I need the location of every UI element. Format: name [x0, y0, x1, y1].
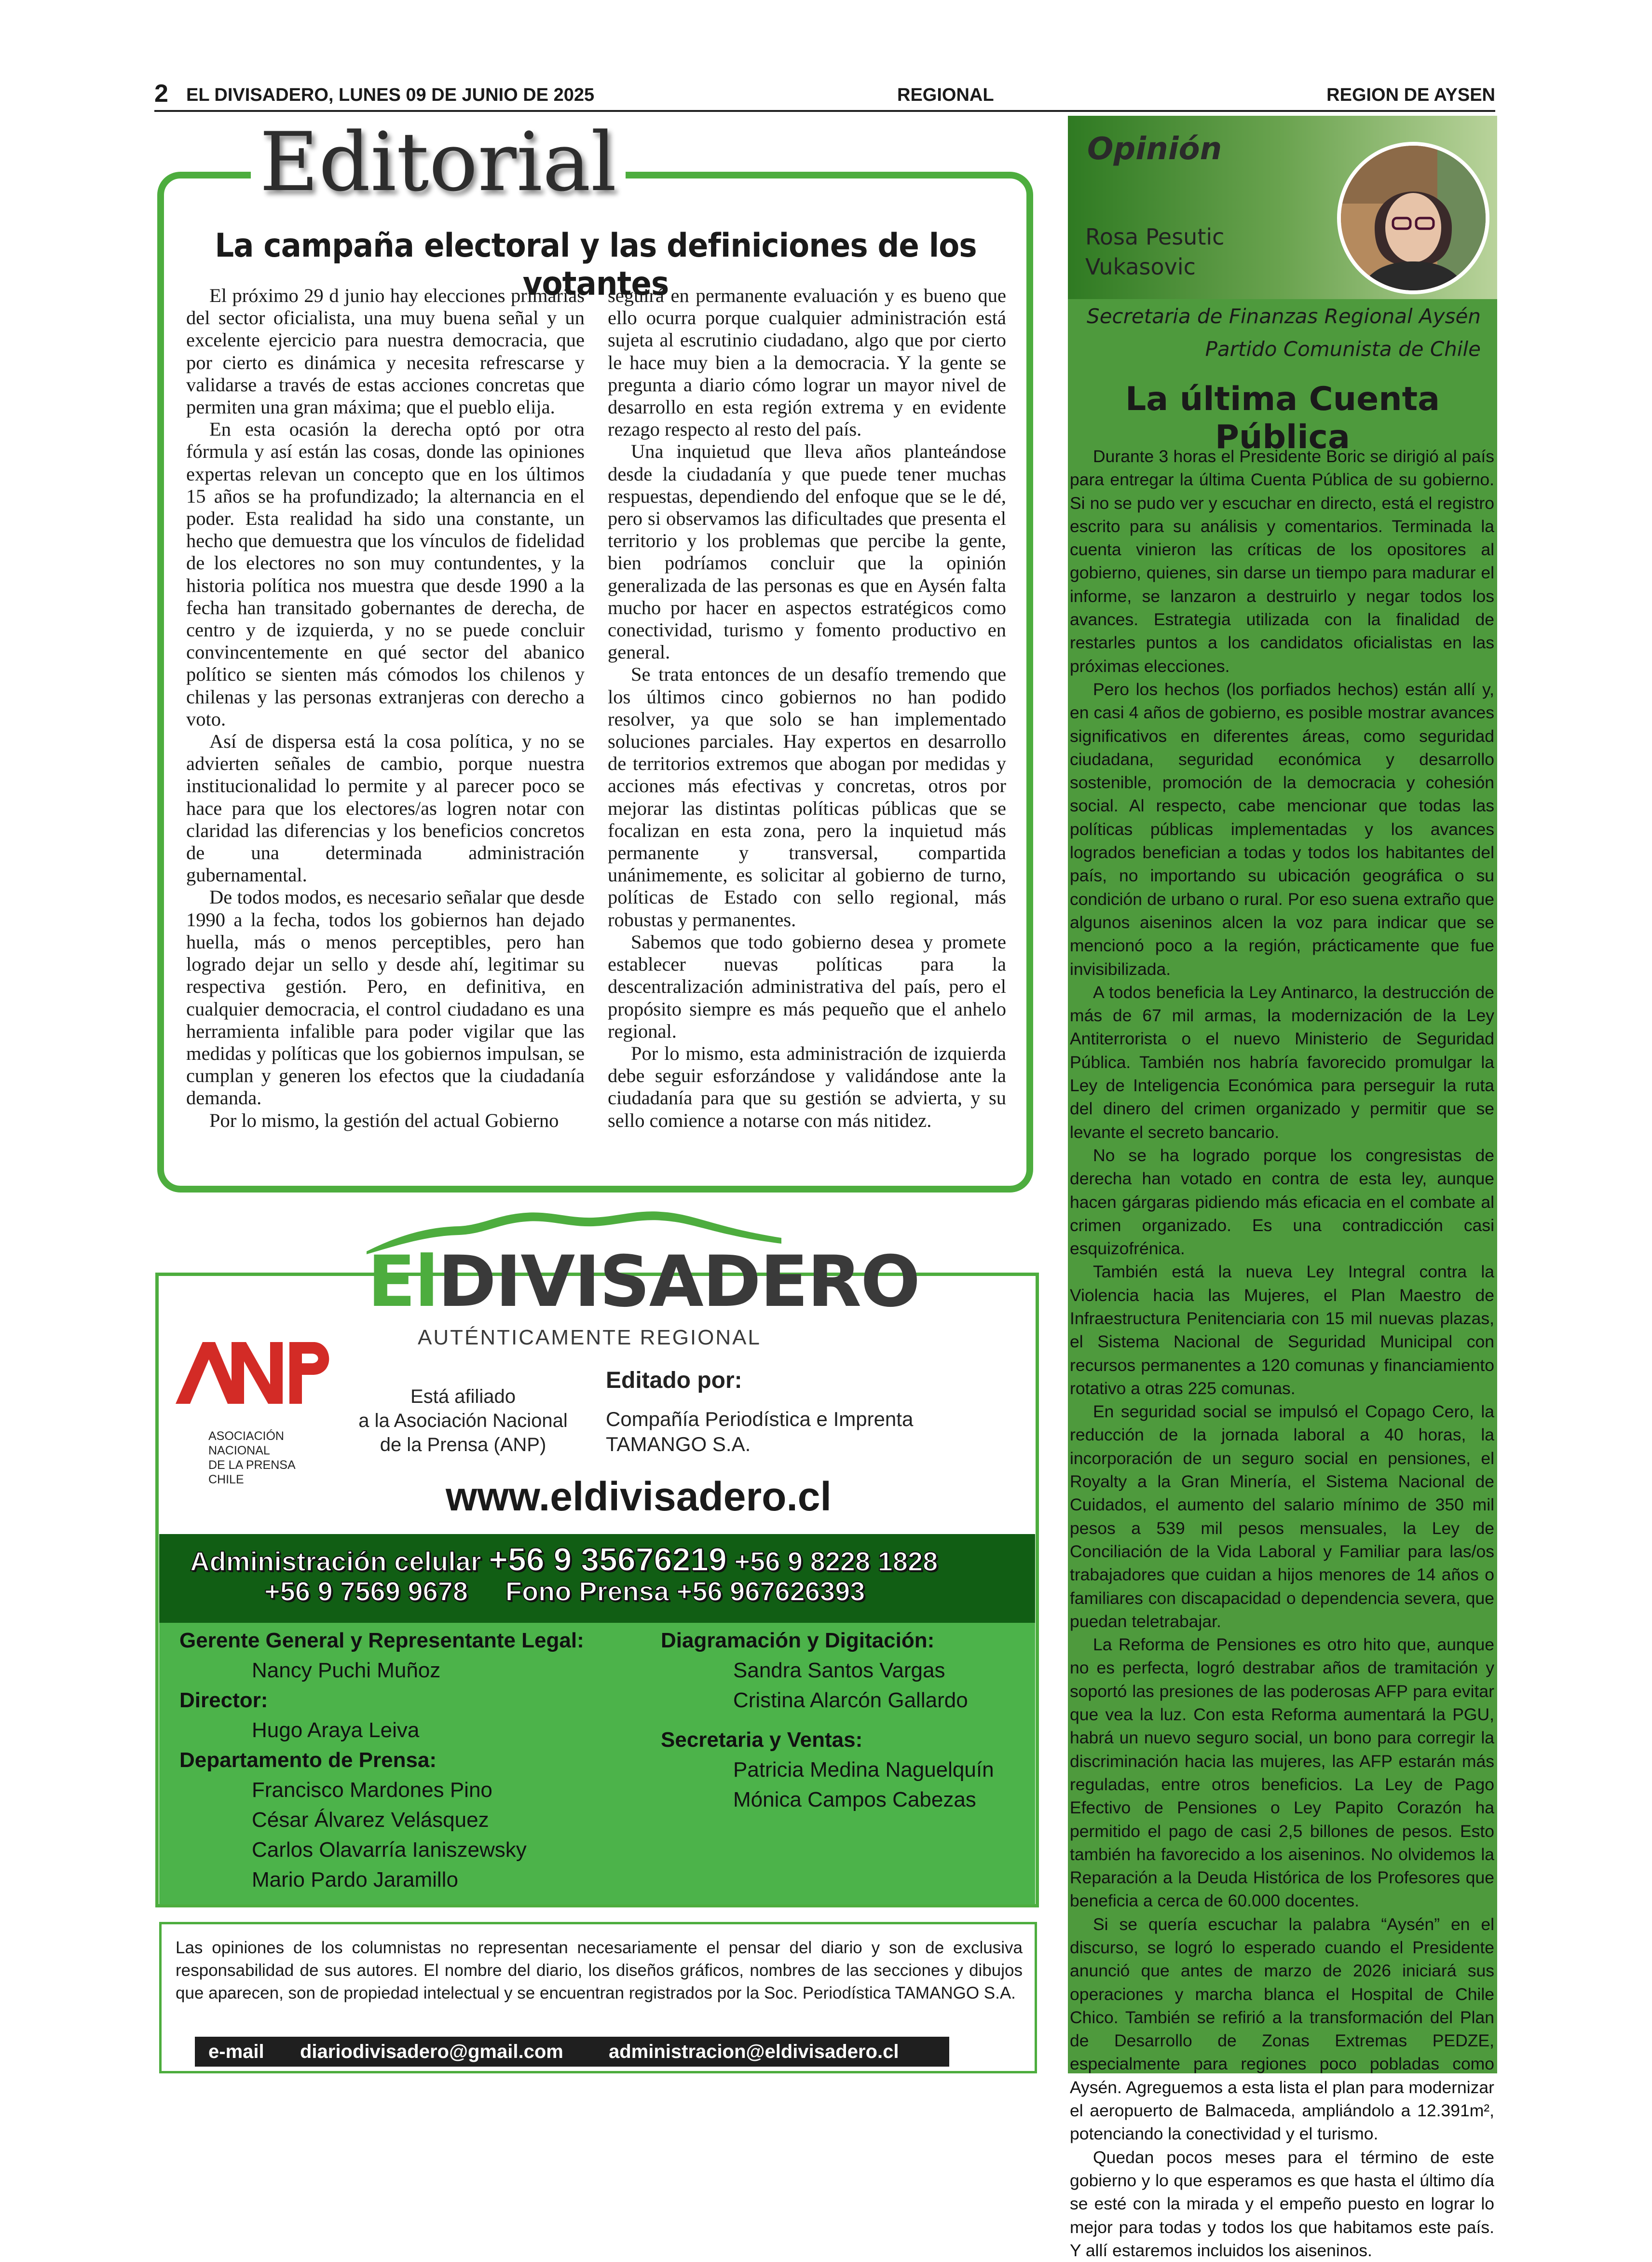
phone-number: +56 9 7569 9678 — [264, 1576, 468, 1606]
staff-name: Hugo Araya Leiva — [252, 1718, 420, 1742]
opinion-paragraph: Pero los hechos (los porfiados hechos) están allí y, en casi 4 años de gobierno, es posible mostrar avances significativos en diferentes áreas, como seguridad ciudadana, seguridad económica y desarrollo sostenible, promoción de la democracia y cohesión social. Al respecto, cabe mencionar que todas las políticas públicas implementadas y los avances logrados benefician a todas y todos los habitantes del país, no importando su ubicación geográfica o su condición de urbano o rural. Por eso suena extraño que algunos aiseninos alcen la voz para indicar que se mencionó poco a la región, prácticamente que fue invisibilizada. — [1070, 679, 1494, 979]
logo-tagline: AUTÉNTICAMENTE REGIONAL — [418, 1326, 761, 1349]
section-name: REGIONAL — [897, 85, 994, 105]
opinion-author — [1085, 222, 1224, 282]
staff-name: Francisco Mardones Pino — [252, 1778, 492, 1802]
press-phone-label: Fono Prensa — [505, 1576, 669, 1606]
opinion-label: Opinión — [1087, 131, 1222, 167]
anp-caption-line: NACIONAL — [208, 1444, 270, 1457]
staff-role: Director: — [179, 1688, 268, 1712]
phone-line-2 — [264, 1576, 865, 1607]
admin-phone-main: +56 9 35676219 — [489, 1541, 727, 1578]
editorial-paragraph: En esta ocasión la derecha optó por otra fórmula y así están las cosas, donde las opiniones expertas relevan un concepto que en los últimos 15 años se ha profundizado; la alternancia en el poder. Esta realidad ha sido una constante, un hecho que demuestra que los vínculos de fidelidad de los electores no son muy contundentes, y la historia política nos muestra que desde 1990 a la fecha han transitado gobernantes de derecha, de centro y de izquierda, y no se puede concluir convincentemente en qué sector del abanico político se sienten más cómodos los chilenos y chilenas y las personas extranjeras con derecho a voto. — [186, 418, 585, 730]
staff-right — [661, 1626, 994, 1815]
admin-phone-alt: +56 9 8228 1828 — [734, 1546, 938, 1577]
press-phone-number: +56 967626393 — [676, 1576, 865, 1606]
email-link-1[interactable]: diariodivisadero@gmail.com — [300, 2041, 563, 2062]
disclaimer-text: Las opiniones de los columnistas no representan necesariamente el pensar del diario y son de exclusiva responsabilidad de sus autores. El nombre del diario, los diseños gráficos, nombres de las secciones y dibujos que aparecen, son de propiedad intelectual y se encuentran registrados por la Soc. Periodística TAMANGO S.A. — [176, 1938, 1023, 2002]
opinion-paragraph: La Reforma de Pensiones es otro hito que, aunque no es perfecta, logró destrabar años de tramitación y soportó las presiones de las poderosas AFP para evitar que vea la luz. Con esta Reforma aumentará la PGU, habrá un nuevo seguro social, un bono para corregir la discriminación hacia las mujeres, las AFP estarán más reguladas, entre otros beneficios. La Ley de Pago Efectivo de Pensiones o Ley Papito Corazón ha permitido el pago de casi 2,5 billones de pesos. Esto también ha favorecido a los aiseninos. No olvidemos la Reparación a la Deuda Histórica de los Profesores que beneficia a cerca de 60.000 docentes. — [1070, 1635, 1494, 1911]
newspaper-logo — [368, 1241, 920, 1323]
author-line: Rosa Pesutic — [1085, 224, 1225, 250]
publisher-line: Compañía Periodística e Imprenta — [606, 1408, 914, 1430]
staff-name: Cristina Alarcón Gallardo — [733, 1688, 968, 1712]
staff-role: Gerente General y Representante Legal: — [179, 1629, 584, 1652]
editorial-paragraph: El próximo 29 d junio hay elecciones primarias del sector oficialista, una muy buena señal y un excelente ejercicio para nuestra democracia, que por cierto es dinámica y necesita refrescarse y validarse a través de estas acciones concretas que permiten una gran máxima; que el pueblo elija. — [186, 285, 585, 418]
editorial-label: Editorial — [251, 122, 626, 203]
editorial-paragraph: Por lo mismo, esta administración de izquierda debe seguir esforzándose y validándose ante la ciudadanía para que su gestión se advierta, y su sello comience a notarse con más nitidez. — [608, 1042, 1006, 1131]
logo-name: DIVISADERO — [437, 1241, 920, 1323]
staff-name: Patricia Medina Naguelquín — [733, 1758, 994, 1782]
role-line: Partido Comunista de Chile — [1205, 337, 1481, 361]
opinion-paragraph: Durante 3 horas el Presidente Boric se dirigió al país para entregar la última Cuenta Pública de su gobierno. Si no se pudo ver y escuchar en directo, está el registro escrito para su análisis y comentarios. Terminada la cuenta vinieron las críticas de los opositores al gobierno, quienes, sin darse un tiempo para madurar el informe, se lanzaron a destruirlo y negar todos los avances. Estrategia utilizada con la finalidad de restarles puntos a los candidatos oficialistas en las próximas elecciones. — [1070, 447, 1494, 676]
staff-name: Nancy Puchi Muñoz — [252, 1659, 441, 1682]
affiliation-note — [357, 1385, 569, 1457]
opinion-paragraph: En seguridad social se impulsó el Copago Cero, la reducción de la jornada laboral a 40 horas, la incorporación de un seguro social en pensiones, el Royalty a la Gran Minería, el Sistema Nacional de Cuidados, el aumento del salario mínimo de 350 mil pesos a 539 mil pesos mensuales, la Ley de Conciliación de la Vida Laboral y Familiar para las/os trabajadores que cuidan a hijos menores de 14 años o familiares con discapacidad o dependencia severa, que puedan teletrabajar. — [1070, 1402, 1494, 1631]
opinion-paragraph: Si se quería escuchar la palabra “Aysén” en el discurso, se logró lo esperado cuando el Presidente anunció que antes de marzo de 2026 iniciará sus operaciones y marcha blanca el Hospital de Chile Chico. También se refirió a la transformación del Plan de Desarrollo de Zonas Extremas PEDZE, especialmente para regiones poco pobladas como Aysén. Agreguemos a esta lista el plan para modernizar el aeropuerto de Balmaceda, ampliándolo a 12.391m², potenciando la conectividad y el turismo. — [1070, 1914, 1494, 2144]
page-header — [154, 80, 1495, 112]
affiliation-line: Está afiliado — [410, 1386, 516, 1407]
author-photo — [1337, 142, 1489, 294]
email-link-2[interactable]: administracion@eldivisadero.cl — [609, 2041, 899, 2062]
editorial-paragraph: Por lo mismo, la gestión del actual Gobierno — [209, 1109, 559, 1131]
author-line: Vukasovic — [1085, 254, 1196, 280]
anp-logo-icon — [174, 1336, 338, 1413]
publisher-name — [606, 1407, 913, 1457]
admin-phone-label: Administración celular — [190, 1546, 481, 1577]
editorial-paragraph: Así de dispersa está la cosa política, y no se advierten señales de cambio, porque nuestra institucionalidad lo permite y al parecer poco se hace para que los electores/as logren notar con claridad las diferencias y los beneficios concretos de una determinada administración gubernamental. — [186, 730, 585, 886]
anp-caption-line: DE LA PRENSA — [208, 1458, 296, 1472]
logo-el: El — [368, 1241, 438, 1323]
editorial-paragraph: seguirá en permanente evaluación y es bueno que ello ocurra porque cualquier administración está sujeta al escrutinio ciudadano, algo que por cierto le hace muy bien a la democracia. Y la gente se pregunta a diario cómo lograr un mayor nivel de desarrollo en esta región extrema y en evidente rezago respecto al resto del país. — [608, 285, 1006, 440]
staff-name: Sandra Santos Vargas — [733, 1659, 945, 1682]
publisher-line: TAMANGO S.A. — [606, 1433, 751, 1455]
staff-name: Mario Pardo Jaramillo — [252, 1868, 458, 1892]
edited-by-label: Editado por: — [606, 1368, 742, 1393]
editorial-paragraph: Se trata entonces de un desafío tremendo que los últimos cinco gobiernos no han podido resolver, ya que solo se han implementado soluciones parciales. Hay expertos en desarrollo de territorios extremos que abogan por medidas y acciones más efectivas y concretas, otros por mejorar las distintas políticas públicas que se focalizan en esta zona, pero la inquietud más permanente y transversal, compartida unánimemente, es solicitar al gobierno de turno, políticas de Estado con sello regional, más robustas y permanentes. — [608, 663, 1006, 931]
editorial-column-1 — [186, 285, 585, 1132]
editorial-column-2 — [608, 285, 1006, 1132]
paper-date: EL DIVISADERO, LUNES 09 DE JUNIO DE 2025 — [186, 85, 595, 105]
opinion-paragraph: También está la nueva Ley Integral contra la Violencia hacia las Mujeres, el Plan Maestro de Infraestructura Penitenciaria con 15 mil nuevas plazas, el Sistema Nacional de Seguridad Municipal con recursos permanentes a 120 comunas y financiamiento rotativo a otras 225 comunas. — [1070, 1262, 1494, 1398]
opinion-paragraph: Quedan pocos meses para el término de este gobierno y lo que esperamos es que hasta el último día se esté con la mirada y el empeño puesto en lograr lo mejor para todas y todos los que habitamos este país. Y allí estaremos incluidos los aiseninos. — [1070, 2147, 1494, 2260]
role-line: Secretaria de Finanzas Regional Aysén — [1087, 304, 1481, 328]
staff-left — [179, 1626, 584, 1895]
affiliation-line: de la Prensa (ANP) — [380, 1434, 546, 1455]
website-link[interactable]: www.eldivisadero.cl — [446, 1474, 832, 1519]
phone-line-1 — [190, 1541, 938, 1578]
opinion-paragraph: A todos beneficia la Ley Antinarco, la destrucción de más de 67 mil armas, la modernización de la Ley Antiterrorista o el nuevo Ministerio de Seguridad Pública. También nos habría favorecido promulgar la Ley de Inteligencia Económica para perseguir la ruta del dinero del crimen organizado y permitir que se levante el secreto bancario. — [1070, 982, 1494, 1142]
staff-role: Diagramación y Digitación: — [661, 1629, 935, 1652]
editorial-headline: La campaña electoral y las definiciones de los votantes — [215, 227, 977, 303]
staff-role: Departamento de Prensa: — [179, 1748, 437, 1772]
region-name: REGION DE AYSEN — [1326, 85, 1495, 105]
editorial-paragraph: Sabemos que todo gobierno desea y promete establecer nuevas políticas para la descentralización administrativa del país, pero el propósito siempre es más pequeño que el anhelo regional. — [608, 931, 1006, 1042]
staff-name: Carlos Olavarría Ianiszewsky — [252, 1838, 527, 1862]
staff-name: César Álvarez Velásquez — [252, 1808, 489, 1832]
anp-caption-line: CHILE — [208, 1473, 244, 1486]
author-portrait-icon — [1341, 146, 1486, 290]
editorial-paragraph: Una inquietud que lleva años planteándose desde la ciudadanía y que puede tener muchas respuestas, dependiendo del enfoque que se le dé, pero si observamos las dificultades que presenta el territorio y los problemas que percibe la gente, bien podríamos concluir que la opinión generalizada de las personas es que en Aysén falta mucho por hacer en aspectos estratégicos como conectividad, turismo y fomento productivo en general. — [608, 440, 1006, 663]
opinion-paragraph: No se ha logrado porque los congresistas de derecha han votado en contra de esta ley, aunque hacen gárgaras pidiendo más eficacia en el combate al crimen organizado. Es una contradicción casi esquizofrénica. — [1070, 1145, 1494, 1259]
staff-role: Secretaria y Ventas: — [661, 1728, 863, 1752]
email-label: e-mail — [208, 2041, 264, 2062]
affiliation-line: a la Asociación Nacional — [358, 1410, 568, 1431]
opinion-body — [1070, 445, 1494, 2262]
opinion-title: La última Cuenta Pública — [1125, 380, 1440, 456]
editorial-paragraph: De todos modos, es necesario señalar que desde 1990 a la fecha, todos los gobiernos han dejado huella, más o menos perceptibles, pero han logrado dejar un sello y desde ahí, legitimar su respectiva gestión. Pero, en definitiva, en cualquier democracia, el control ciudadano es una herramienta infalible para poder vigilar que las medidas y políticas que los gobiernos impulsan, se cumplan y generen los efectos que la ciudadanía demanda. — [186, 886, 585, 1109]
staff-name: Mónica Campos Cabezas — [733, 1788, 976, 1811]
author-role — [1071, 300, 1481, 366]
email-bar — [195, 2037, 949, 2067]
anp-caption-line: ASOCIACIÓN — [208, 1429, 284, 1443]
anp-caption — [208, 1429, 296, 1487]
page-number: 2 — [154, 80, 168, 108]
